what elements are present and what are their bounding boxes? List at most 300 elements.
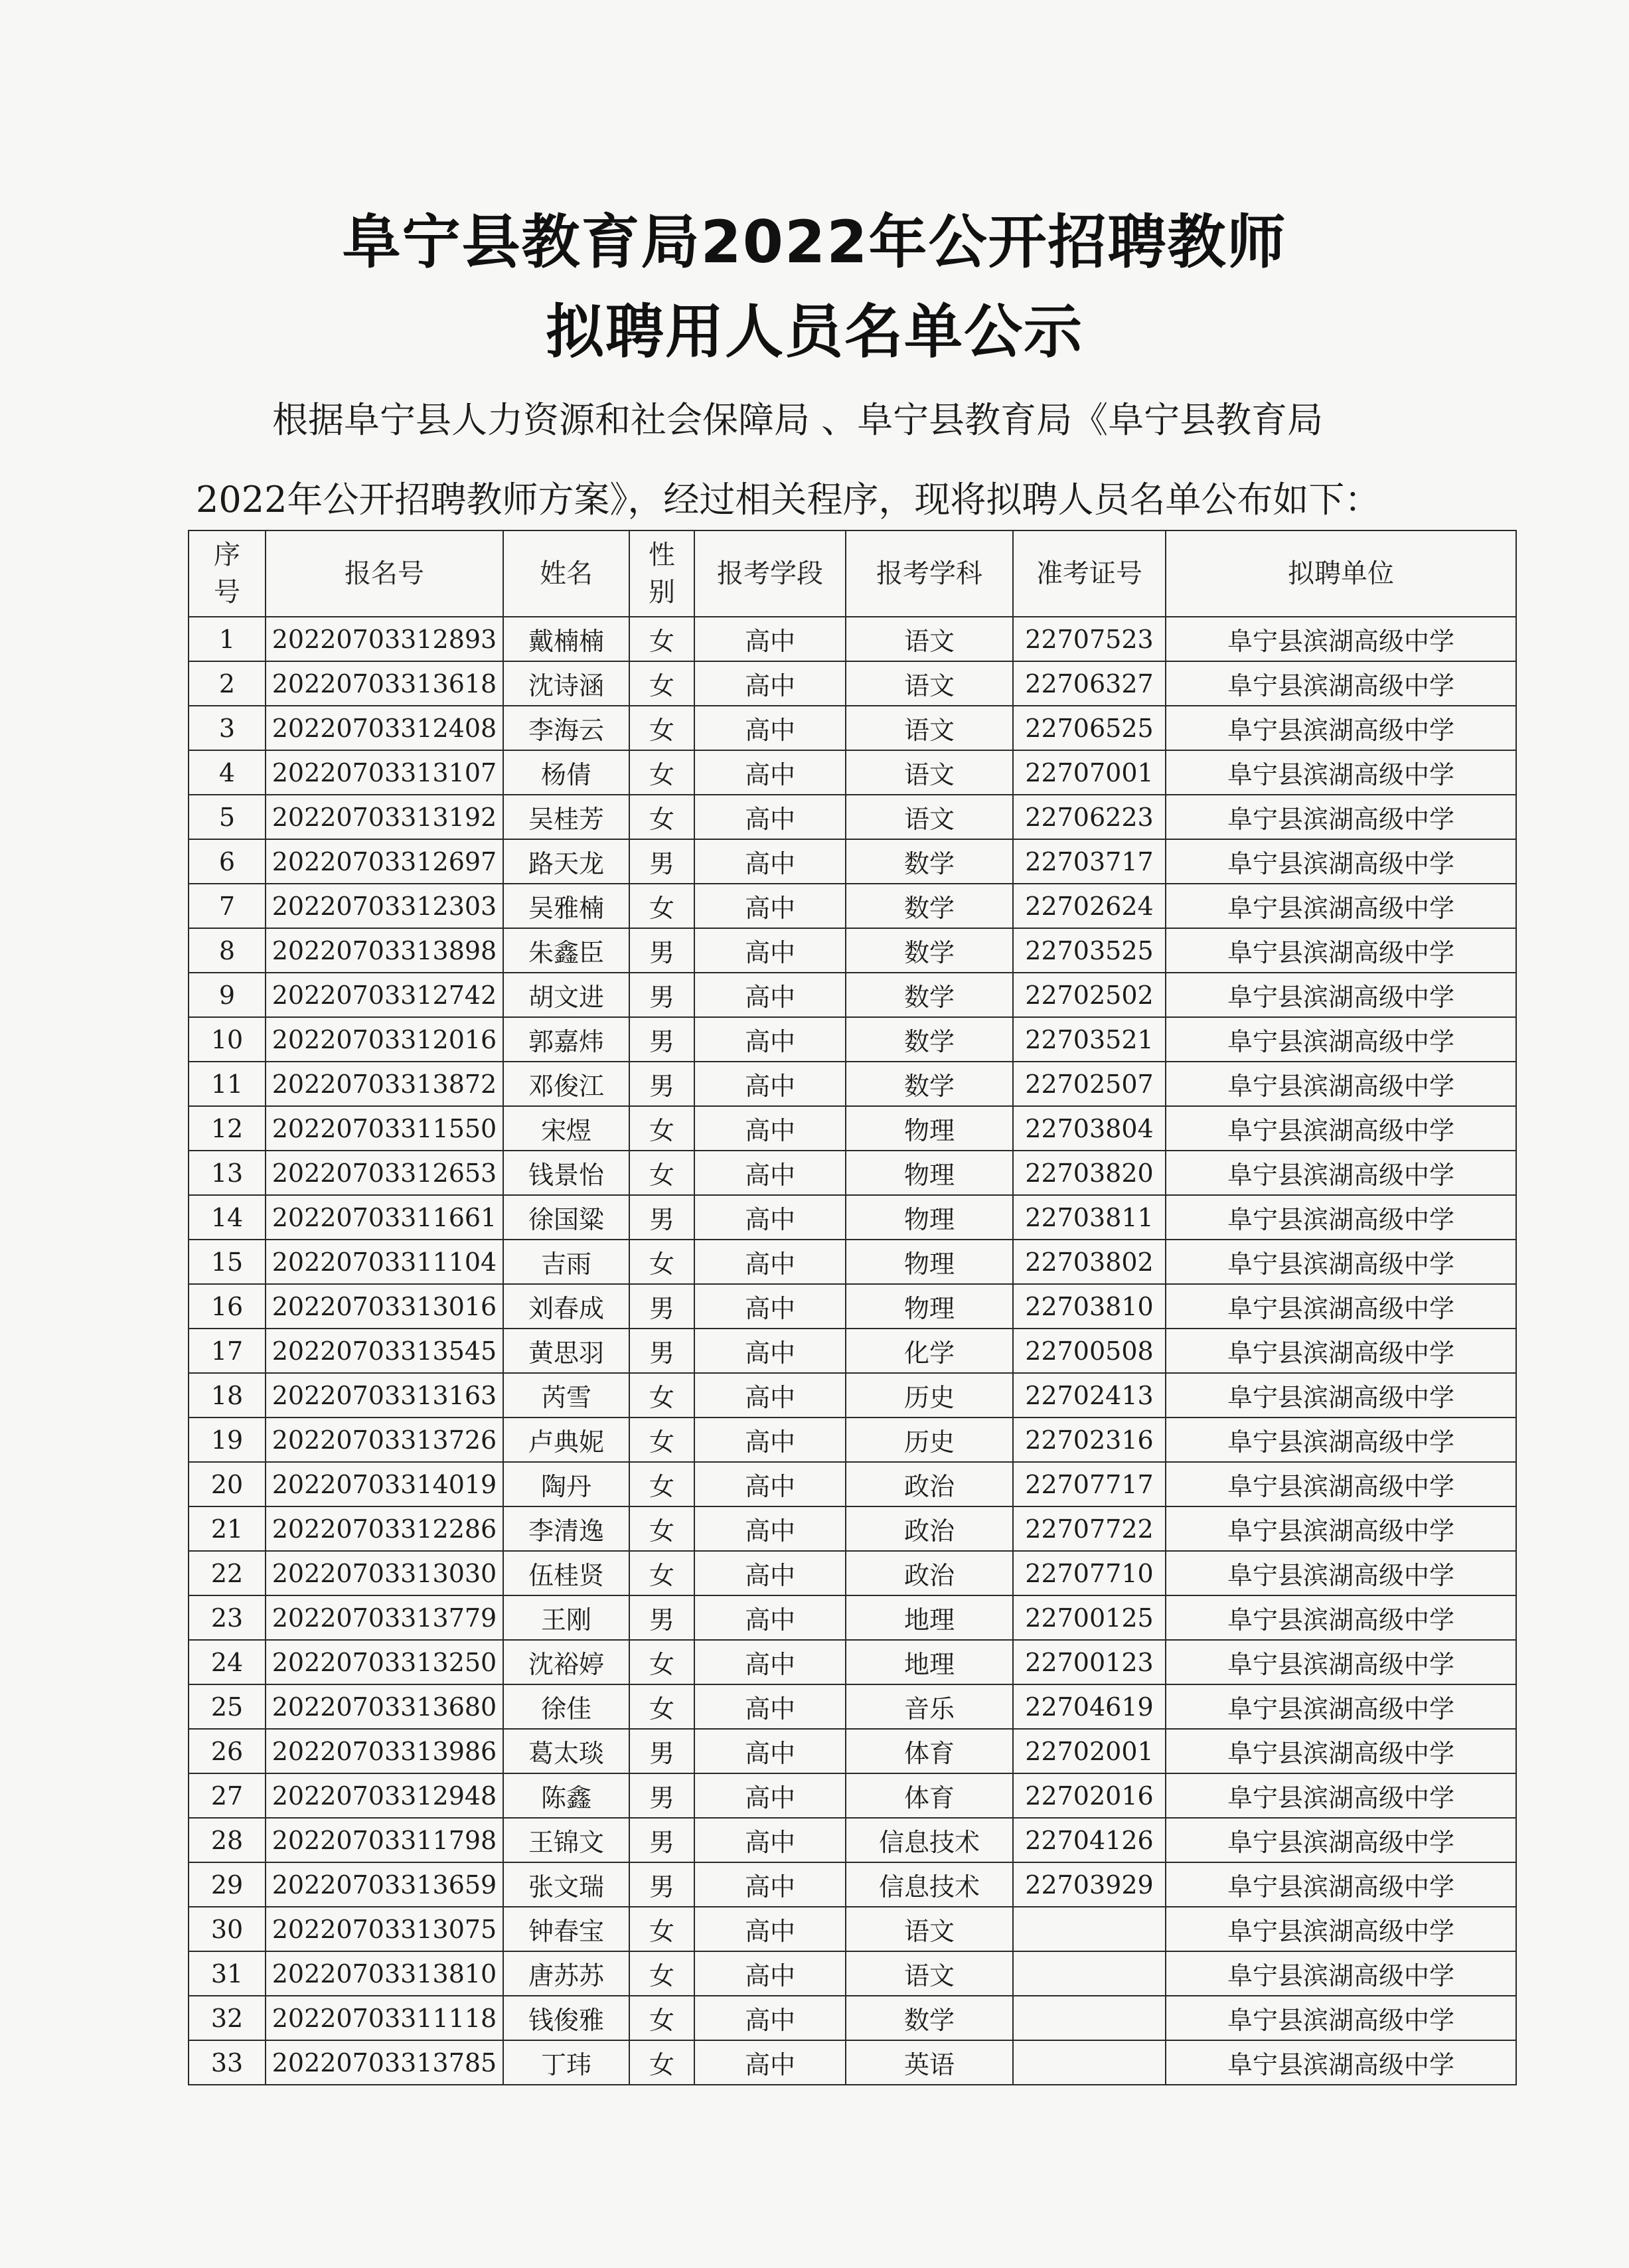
cell-reg-no: 20220703313898 xyxy=(266,928,503,973)
cell-name: 宋煜 xyxy=(503,1106,629,1151)
cell-reg-no: 20220703313250 xyxy=(266,1640,503,1684)
cell-gender: 女 xyxy=(629,1551,694,1595)
cell-gender: 男 xyxy=(629,1329,694,1373)
cell-reg-no: 20220703312697 xyxy=(266,839,503,884)
header-reg-no: 报名号 xyxy=(266,530,503,617)
header-gender-line2: 别 xyxy=(649,577,675,608)
cell-index: 24 xyxy=(189,1640,266,1684)
cell-unit: 阜宁县滨湖高级中学 xyxy=(1166,839,1516,884)
cell-level: 高中 xyxy=(694,1418,846,1462)
cell-level: 高中 xyxy=(694,795,846,839)
cell-gender: 女 xyxy=(629,661,694,706)
cell-unit: 阜宁县滨湖高级中学 xyxy=(1166,1729,1516,1773)
cell-exam-no: 22706327 xyxy=(1013,661,1166,706)
table-row xyxy=(189,1684,1516,1729)
table-row xyxy=(189,1907,1516,1951)
cell-exam-no: 22702016 xyxy=(1013,1773,1166,1818)
cell-gender: 女 xyxy=(629,1373,694,1418)
table-row xyxy=(189,1818,1516,1862)
cell-exam-no: 22702507 xyxy=(1013,1062,1166,1106)
table-row xyxy=(189,1462,1516,1506)
cell-level: 高中 xyxy=(694,1729,846,1773)
cell-reg-no: 20220703312948 xyxy=(266,1773,503,1818)
cell-name: 沈裕婷 xyxy=(503,1640,629,1684)
cell-index: 31 xyxy=(189,1951,266,1996)
cell-exam-no: 22702502 xyxy=(1013,973,1166,1017)
cell-level: 高中 xyxy=(694,1506,846,1551)
cell-name: 黄思羽 xyxy=(503,1329,629,1373)
cell-level: 高中 xyxy=(694,1284,846,1329)
cell-unit: 阜宁县滨湖高级中学 xyxy=(1166,1240,1516,1284)
cell-level: 高中 xyxy=(694,1862,846,1907)
cell-subject: 语文 xyxy=(846,706,1013,750)
cell-index: 28 xyxy=(189,1818,266,1862)
cell-index: 6 xyxy=(189,839,266,884)
table-row xyxy=(189,1240,1516,1284)
cell-subject: 物理 xyxy=(846,1151,1013,1195)
table-row xyxy=(189,1195,1516,1240)
cell-unit: 阜宁县滨湖高级中学 xyxy=(1166,1862,1516,1907)
document-title-line1: 阜宁县教育局2022年公开招聘教师 xyxy=(342,208,1287,276)
cell-level: 高中 xyxy=(694,1551,846,1595)
cell-index: 29 xyxy=(189,1862,266,1907)
cell-gender: 男 xyxy=(629,1195,694,1240)
cell-reg-no: 20220703312742 xyxy=(266,973,503,1017)
cell-subject: 物理 xyxy=(846,1106,1013,1151)
cell-gender: 男 xyxy=(629,839,694,884)
candidate-table xyxy=(188,530,1517,2085)
cell-exam-no: 22702001 xyxy=(1013,1729,1166,1773)
table-row xyxy=(189,1106,1516,1151)
cell-exam-no: 22707710 xyxy=(1013,1551,1166,1595)
cell-unit: 阜宁县滨湖高级中学 xyxy=(1166,1907,1516,1951)
cell-exam-no xyxy=(1013,1996,1166,2040)
cell-unit: 阜宁县滨湖高级中学 xyxy=(1166,1640,1516,1684)
cell-gender: 男 xyxy=(629,1773,694,1818)
cell-gender: 女 xyxy=(629,1684,694,1729)
cell-index: 12 xyxy=(189,1106,266,1151)
table-row xyxy=(189,1729,1516,1773)
cell-index: 2 xyxy=(189,661,266,706)
cell-index: 27 xyxy=(189,1773,266,1818)
cell-level: 高中 xyxy=(694,1996,846,2040)
cell-unit: 阜宁县滨湖高级中学 xyxy=(1166,1195,1516,1240)
cell-subject: 政治 xyxy=(846,1506,1013,1551)
cell-subject: 物理 xyxy=(846,1240,1013,1284)
cell-subject: 语文 xyxy=(846,1907,1013,1951)
cell-exam-no: 22700508 xyxy=(1013,1329,1166,1373)
cell-level: 高中 xyxy=(694,750,846,795)
cell-level: 高中 xyxy=(694,928,846,973)
cell-gender: 男 xyxy=(629,1818,694,1862)
header-level: 报考学段 xyxy=(694,530,846,617)
cell-index: 13 xyxy=(189,1151,266,1195)
cell-index: 16 xyxy=(189,1284,266,1329)
cell-index: 10 xyxy=(189,1017,266,1062)
cell-level: 高中 xyxy=(694,1195,846,1240)
cell-name: 吉雨 xyxy=(503,1240,629,1284)
cell-unit: 阜宁县滨湖高级中学 xyxy=(1166,1818,1516,1862)
table-row xyxy=(189,661,1516,706)
cell-exam-no: 22702316 xyxy=(1013,1418,1166,1462)
cell-reg-no: 20220703312303 xyxy=(266,884,503,928)
cell-exam-no: 22707523 xyxy=(1013,617,1166,661)
cell-unit: 阜宁县滨湖高级中学 xyxy=(1166,2040,1516,2085)
cell-exam-no: 22703929 xyxy=(1013,1862,1166,1907)
cell-subject: 语文 xyxy=(846,661,1013,706)
cell-gender: 女 xyxy=(629,1951,694,1996)
cell-unit: 阜宁县滨湖高级中学 xyxy=(1166,1151,1516,1195)
cell-name: 钟春宝 xyxy=(503,1907,629,1951)
document-title-line2: 拟聘用人员名单公示 xyxy=(545,297,1083,366)
cell-name: 丁玮 xyxy=(503,2040,629,2085)
cell-name: 李清逸 xyxy=(503,1506,629,1551)
header-index-line2: 号 xyxy=(214,577,240,608)
cell-name: 陈鑫 xyxy=(503,1773,629,1818)
cell-gender: 男 xyxy=(629,1017,694,1062)
cell-reg-no: 20220703312016 xyxy=(266,1017,503,1062)
cell-reg-no: 20220703313545 xyxy=(266,1329,503,1373)
cell-exam-no: 22703525 xyxy=(1013,928,1166,973)
cell-level: 高中 xyxy=(694,1462,846,1506)
cell-level: 高中 xyxy=(694,1017,846,1062)
cell-name: 吴桂芳 xyxy=(503,795,629,839)
cell-exam-no: 22703717 xyxy=(1013,839,1166,884)
cell-gender: 女 xyxy=(629,2040,694,2085)
cell-subject: 体育 xyxy=(846,1729,1013,1773)
cell-unit: 阜宁县滨湖高级中学 xyxy=(1166,617,1516,661)
cell-reg-no: 20220703312653 xyxy=(266,1151,503,1195)
table-row xyxy=(189,1640,1516,1684)
cell-subject: 历史 xyxy=(846,1373,1013,1418)
header-exam-no: 准考证号 xyxy=(1013,530,1166,617)
cell-reg-no: 20220703313779 xyxy=(266,1595,503,1640)
table-row xyxy=(189,750,1516,795)
cell-reg-no: 20220703311661 xyxy=(266,1195,503,1240)
header-unit: 拟聘单位 xyxy=(1166,530,1516,617)
cell-unit: 阜宁县滨湖高级中学 xyxy=(1166,1062,1516,1106)
cell-reg-no: 20220703312893 xyxy=(266,617,503,661)
cell-unit: 阜宁县滨湖高级中学 xyxy=(1166,1017,1516,1062)
cell-unit: 阜宁县滨湖高级中学 xyxy=(1166,1106,1516,1151)
table-row xyxy=(189,1862,1516,1907)
cell-name: 杨倩 xyxy=(503,750,629,795)
table-row xyxy=(189,1551,1516,1595)
cell-subject: 数学 xyxy=(846,1017,1013,1062)
cell-index: 4 xyxy=(189,750,266,795)
cell-gender: 女 xyxy=(629,1240,694,1284)
cell-reg-no: 20220703314019 xyxy=(266,1462,503,1506)
cell-reg-no: 20220703312286 xyxy=(266,1506,503,1551)
cell-level: 高中 xyxy=(694,884,846,928)
cell-gender: 男 xyxy=(629,928,694,973)
cell-unit: 阜宁县滨湖高级中学 xyxy=(1166,1373,1516,1418)
cell-index: 3 xyxy=(189,706,266,750)
table-row xyxy=(189,617,1516,661)
cell-subject: 政治 xyxy=(846,1462,1013,1506)
header-index-line1: 序 xyxy=(214,540,240,570)
cell-level: 高中 xyxy=(694,661,846,706)
cell-index: 22 xyxy=(189,1551,266,1595)
cell-subject: 数学 xyxy=(846,1062,1013,1106)
cell-name: 吴雅楠 xyxy=(503,884,629,928)
cell-exam-no: 22706223 xyxy=(1013,795,1166,839)
cell-exam-no xyxy=(1013,2040,1166,2085)
cell-gender: 女 xyxy=(629,1996,694,2040)
cell-reg-no: 20220703313030 xyxy=(266,1551,503,1595)
cell-name: 沈诗涵 xyxy=(503,661,629,706)
table-row xyxy=(189,1773,1516,1818)
cell-exam-no: 22703810 xyxy=(1013,1284,1166,1329)
cell-unit: 阜宁县滨湖高级中学 xyxy=(1166,973,1516,1017)
cell-subject: 物理 xyxy=(846,1195,1013,1240)
cell-exam-no: 22704619 xyxy=(1013,1684,1166,1729)
cell-reg-no: 20220703313192 xyxy=(266,795,503,839)
cell-unit: 阜宁县滨湖高级中学 xyxy=(1166,661,1516,706)
cell-gender: 女 xyxy=(629,706,694,750)
cell-subject: 数学 xyxy=(846,839,1013,884)
cell-gender: 女 xyxy=(629,1418,694,1462)
cell-unit: 阜宁县滨湖高级中学 xyxy=(1166,1773,1516,1818)
cell-subject: 数学 xyxy=(846,884,1013,928)
cell-unit: 阜宁县滨湖高级中学 xyxy=(1166,795,1516,839)
cell-subject: 英语 xyxy=(846,2040,1013,2085)
cell-index: 33 xyxy=(189,2040,266,2085)
cell-name: 徐佳 xyxy=(503,1684,629,1729)
cell-reg-no: 20220703313107 xyxy=(266,750,503,795)
cell-exam-no: 22703802 xyxy=(1013,1240,1166,1284)
cell-gender: 女 xyxy=(629,1106,694,1151)
table-row xyxy=(189,1595,1516,1640)
cell-unit: 阜宁县滨湖高级中学 xyxy=(1166,1595,1516,1640)
table-row xyxy=(189,1951,1516,1996)
cell-reg-no: 20220703313785 xyxy=(266,2040,503,2085)
cell-level: 高中 xyxy=(694,617,846,661)
table-row xyxy=(189,928,1516,973)
cell-name: 钱景怡 xyxy=(503,1151,629,1195)
intro-paragraph-line1: 根据阜宁县人力资源和社会保障局 、阜宁县教育局《阜宁县教育局 xyxy=(272,399,1324,441)
cell-index: 15 xyxy=(189,1240,266,1284)
cell-level: 高中 xyxy=(694,1373,846,1418)
table-row xyxy=(189,839,1516,884)
cell-unit: 阜宁县滨湖高级中学 xyxy=(1166,706,1516,750)
cell-index: 19 xyxy=(189,1418,266,1462)
cell-index: 26 xyxy=(189,1729,266,1773)
cell-name: 刘春成 xyxy=(503,1284,629,1329)
cell-reg-no: 20220703311798 xyxy=(266,1818,503,1862)
cell-subject: 政治 xyxy=(846,1551,1013,1595)
cell-exam-no: 22703811 xyxy=(1013,1195,1166,1240)
cell-name: 胡文进 xyxy=(503,973,629,1017)
cell-gender: 女 xyxy=(629,1640,694,1684)
cell-unit: 阜宁县滨湖高级中学 xyxy=(1166,1329,1516,1373)
cell-name: 张文瑞 xyxy=(503,1862,629,1907)
cell-gender: 男 xyxy=(629,1284,694,1329)
header-gender xyxy=(629,530,694,617)
table-header-row xyxy=(189,530,1516,617)
cell-level: 高中 xyxy=(694,1773,846,1818)
cell-index: 30 xyxy=(189,1907,266,1951)
cell-index: 23 xyxy=(189,1595,266,1640)
cell-unit: 阜宁县滨湖高级中学 xyxy=(1166,1506,1516,1551)
cell-unit: 阜宁县滨湖高级中学 xyxy=(1166,928,1516,973)
cell-gender: 女 xyxy=(629,617,694,661)
cell-subject: 数学 xyxy=(846,928,1013,973)
table-row xyxy=(189,1418,1516,1462)
cell-level: 高中 xyxy=(694,1818,846,1862)
cell-unit: 阜宁县滨湖高级中学 xyxy=(1166,1462,1516,1506)
cell-name: 戴楠楠 xyxy=(503,617,629,661)
cell-subject: 地理 xyxy=(846,1640,1013,1684)
table-row xyxy=(189,973,1516,1017)
cell-index: 11 xyxy=(189,1062,266,1106)
cell-exam-no: 22704126 xyxy=(1013,1818,1166,1862)
cell-subject: 语文 xyxy=(846,750,1013,795)
cell-index: 17 xyxy=(189,1329,266,1373)
cell-name: 芮雪 xyxy=(503,1373,629,1418)
cell-exam-no: 22702624 xyxy=(1013,884,1166,928)
header-gender-line1: 性 xyxy=(649,540,675,570)
cell-subject: 语文 xyxy=(846,795,1013,839)
cell-reg-no: 20220703311550 xyxy=(266,1106,503,1151)
cell-index: 32 xyxy=(189,1996,266,2040)
cell-reg-no: 20220703313726 xyxy=(266,1418,503,1462)
cell-level: 高中 xyxy=(694,1329,846,1373)
table-row xyxy=(189,1062,1516,1106)
cell-reg-no: 20220703313075 xyxy=(266,1907,503,1951)
cell-unit: 阜宁县滨湖高级中学 xyxy=(1166,1551,1516,1595)
cell-subject: 信息技术 xyxy=(846,1818,1013,1862)
cell-exam-no: 22702413 xyxy=(1013,1373,1166,1418)
cell-level: 高中 xyxy=(694,1240,846,1284)
cell-unit: 阜宁县滨湖高级中学 xyxy=(1166,1418,1516,1462)
cell-reg-no: 20220703313618 xyxy=(266,661,503,706)
cell-name: 王刚 xyxy=(503,1595,629,1640)
cell-name: 陶丹 xyxy=(503,1462,629,1506)
cell-level: 高中 xyxy=(694,706,846,750)
cell-index: 8 xyxy=(189,928,266,973)
table-row xyxy=(189,884,1516,928)
cell-reg-no: 20220703312408 xyxy=(266,706,503,750)
cell-reg-no: 20220703311104 xyxy=(266,1240,503,1284)
cell-gender: 男 xyxy=(629,1595,694,1640)
cell-name: 邓俊江 xyxy=(503,1062,629,1106)
header-subject: 报考学科 xyxy=(846,530,1013,617)
cell-level: 高中 xyxy=(694,1595,846,1640)
cell-index: 20 xyxy=(189,1462,266,1506)
cell-gender: 女 xyxy=(629,1506,694,1551)
cell-gender: 女 xyxy=(629,1462,694,1506)
cell-level: 高中 xyxy=(694,1951,846,1996)
table-row xyxy=(189,1017,1516,1062)
cell-gender: 女 xyxy=(629,1907,694,1951)
table-row xyxy=(189,1284,1516,1329)
cell-name: 李海云 xyxy=(503,706,629,750)
cell-reg-no: 20220703313986 xyxy=(266,1729,503,1773)
table-row xyxy=(189,1151,1516,1195)
cell-name: 唐苏苏 xyxy=(503,1951,629,1996)
cell-reg-no: 20220703313810 xyxy=(266,1951,503,1996)
cell-subject: 化学 xyxy=(846,1329,1013,1373)
cell-exam-no xyxy=(1013,1907,1166,1951)
cell-unit: 阜宁县滨湖高级中学 xyxy=(1166,750,1516,795)
cell-unit: 阜宁县滨湖高级中学 xyxy=(1166,1996,1516,2040)
cell-reg-no: 20220703313659 xyxy=(266,1862,503,1907)
cell-name: 伍桂贤 xyxy=(503,1551,629,1595)
cell-subject: 语文 xyxy=(846,1951,1013,1996)
cell-index: 25 xyxy=(189,1684,266,1729)
intro-paragraph-line2: 2022年公开招聘教师方案》，经过相关程序，现将拟聘人员名单公布如下： xyxy=(196,479,1381,521)
cell-gender: 女 xyxy=(629,750,694,795)
cell-reg-no: 20220703313163 xyxy=(266,1373,503,1418)
cell-subject: 音乐 xyxy=(846,1684,1013,1729)
cell-name: 钱俊雅 xyxy=(503,1996,629,2040)
cell-name: 徐国粱 xyxy=(503,1195,629,1240)
cell-level: 高中 xyxy=(694,1106,846,1151)
cell-subject: 地理 xyxy=(846,1595,1013,1640)
cell-level: 高中 xyxy=(694,1151,846,1195)
cell-exam-no: 22707722 xyxy=(1013,1506,1166,1551)
cell-reg-no: 20220703313680 xyxy=(266,1684,503,1729)
cell-exam-no: 22700123 xyxy=(1013,1640,1166,1684)
cell-exam-no: 22707717 xyxy=(1013,1462,1166,1506)
cell-index: 21 xyxy=(189,1506,266,1551)
cell-unit: 阜宁县滨湖高级中学 xyxy=(1166,1951,1516,1996)
cell-name: 朱鑫臣 xyxy=(503,928,629,973)
cell-level: 高中 xyxy=(694,1062,846,1106)
cell-exam-no xyxy=(1013,1951,1166,1996)
table-row xyxy=(189,706,1516,750)
cell-level: 高中 xyxy=(694,839,846,884)
cell-name: 郭嘉炜 xyxy=(503,1017,629,1062)
cell-gender: 男 xyxy=(629,1862,694,1907)
table-row xyxy=(189,1329,1516,1373)
cell-unit: 阜宁县滨湖高级中学 xyxy=(1166,1684,1516,1729)
cell-exam-no: 22703804 xyxy=(1013,1106,1166,1151)
cell-exam-no: 22707001 xyxy=(1013,750,1166,795)
cell-reg-no: 20220703313872 xyxy=(266,1062,503,1106)
table-row xyxy=(189,2040,1516,2085)
cell-exam-no: 22706525 xyxy=(1013,706,1166,750)
cell-subject: 信息技术 xyxy=(846,1862,1013,1907)
cell-exam-no: 22703820 xyxy=(1013,1151,1166,1195)
cell-subject: 历史 xyxy=(846,1418,1013,1462)
cell-name: 王锦文 xyxy=(503,1818,629,1862)
cell-name: 葛太琰 xyxy=(503,1729,629,1773)
table-row xyxy=(189,1506,1516,1551)
cell-reg-no: 20220703311118 xyxy=(266,1996,503,2040)
table-row xyxy=(189,1373,1516,1418)
cell-unit: 阜宁县滨湖高级中学 xyxy=(1166,1284,1516,1329)
cell-exam-no: 22700125 xyxy=(1013,1595,1166,1640)
header-name: 姓名 xyxy=(503,530,629,617)
cell-level: 高中 xyxy=(694,973,846,1017)
cell-index: 14 xyxy=(189,1195,266,1240)
cell-exam-no: 22703521 xyxy=(1013,1017,1166,1062)
cell-subject: 数学 xyxy=(846,973,1013,1017)
cell-index: 18 xyxy=(189,1373,266,1418)
cell-index: 5 xyxy=(189,795,266,839)
cell-gender: 女 xyxy=(629,884,694,928)
cell-subject: 体育 xyxy=(846,1773,1013,1818)
cell-level: 高中 xyxy=(694,1684,846,1729)
cell-name: 卢典妮 xyxy=(503,1418,629,1462)
cell-index: 1 xyxy=(189,617,266,661)
cell-gender: 男 xyxy=(629,1729,694,1773)
header-index xyxy=(189,530,266,617)
cell-subject: 物理 xyxy=(846,1284,1013,1329)
cell-level: 高中 xyxy=(694,2040,846,2085)
